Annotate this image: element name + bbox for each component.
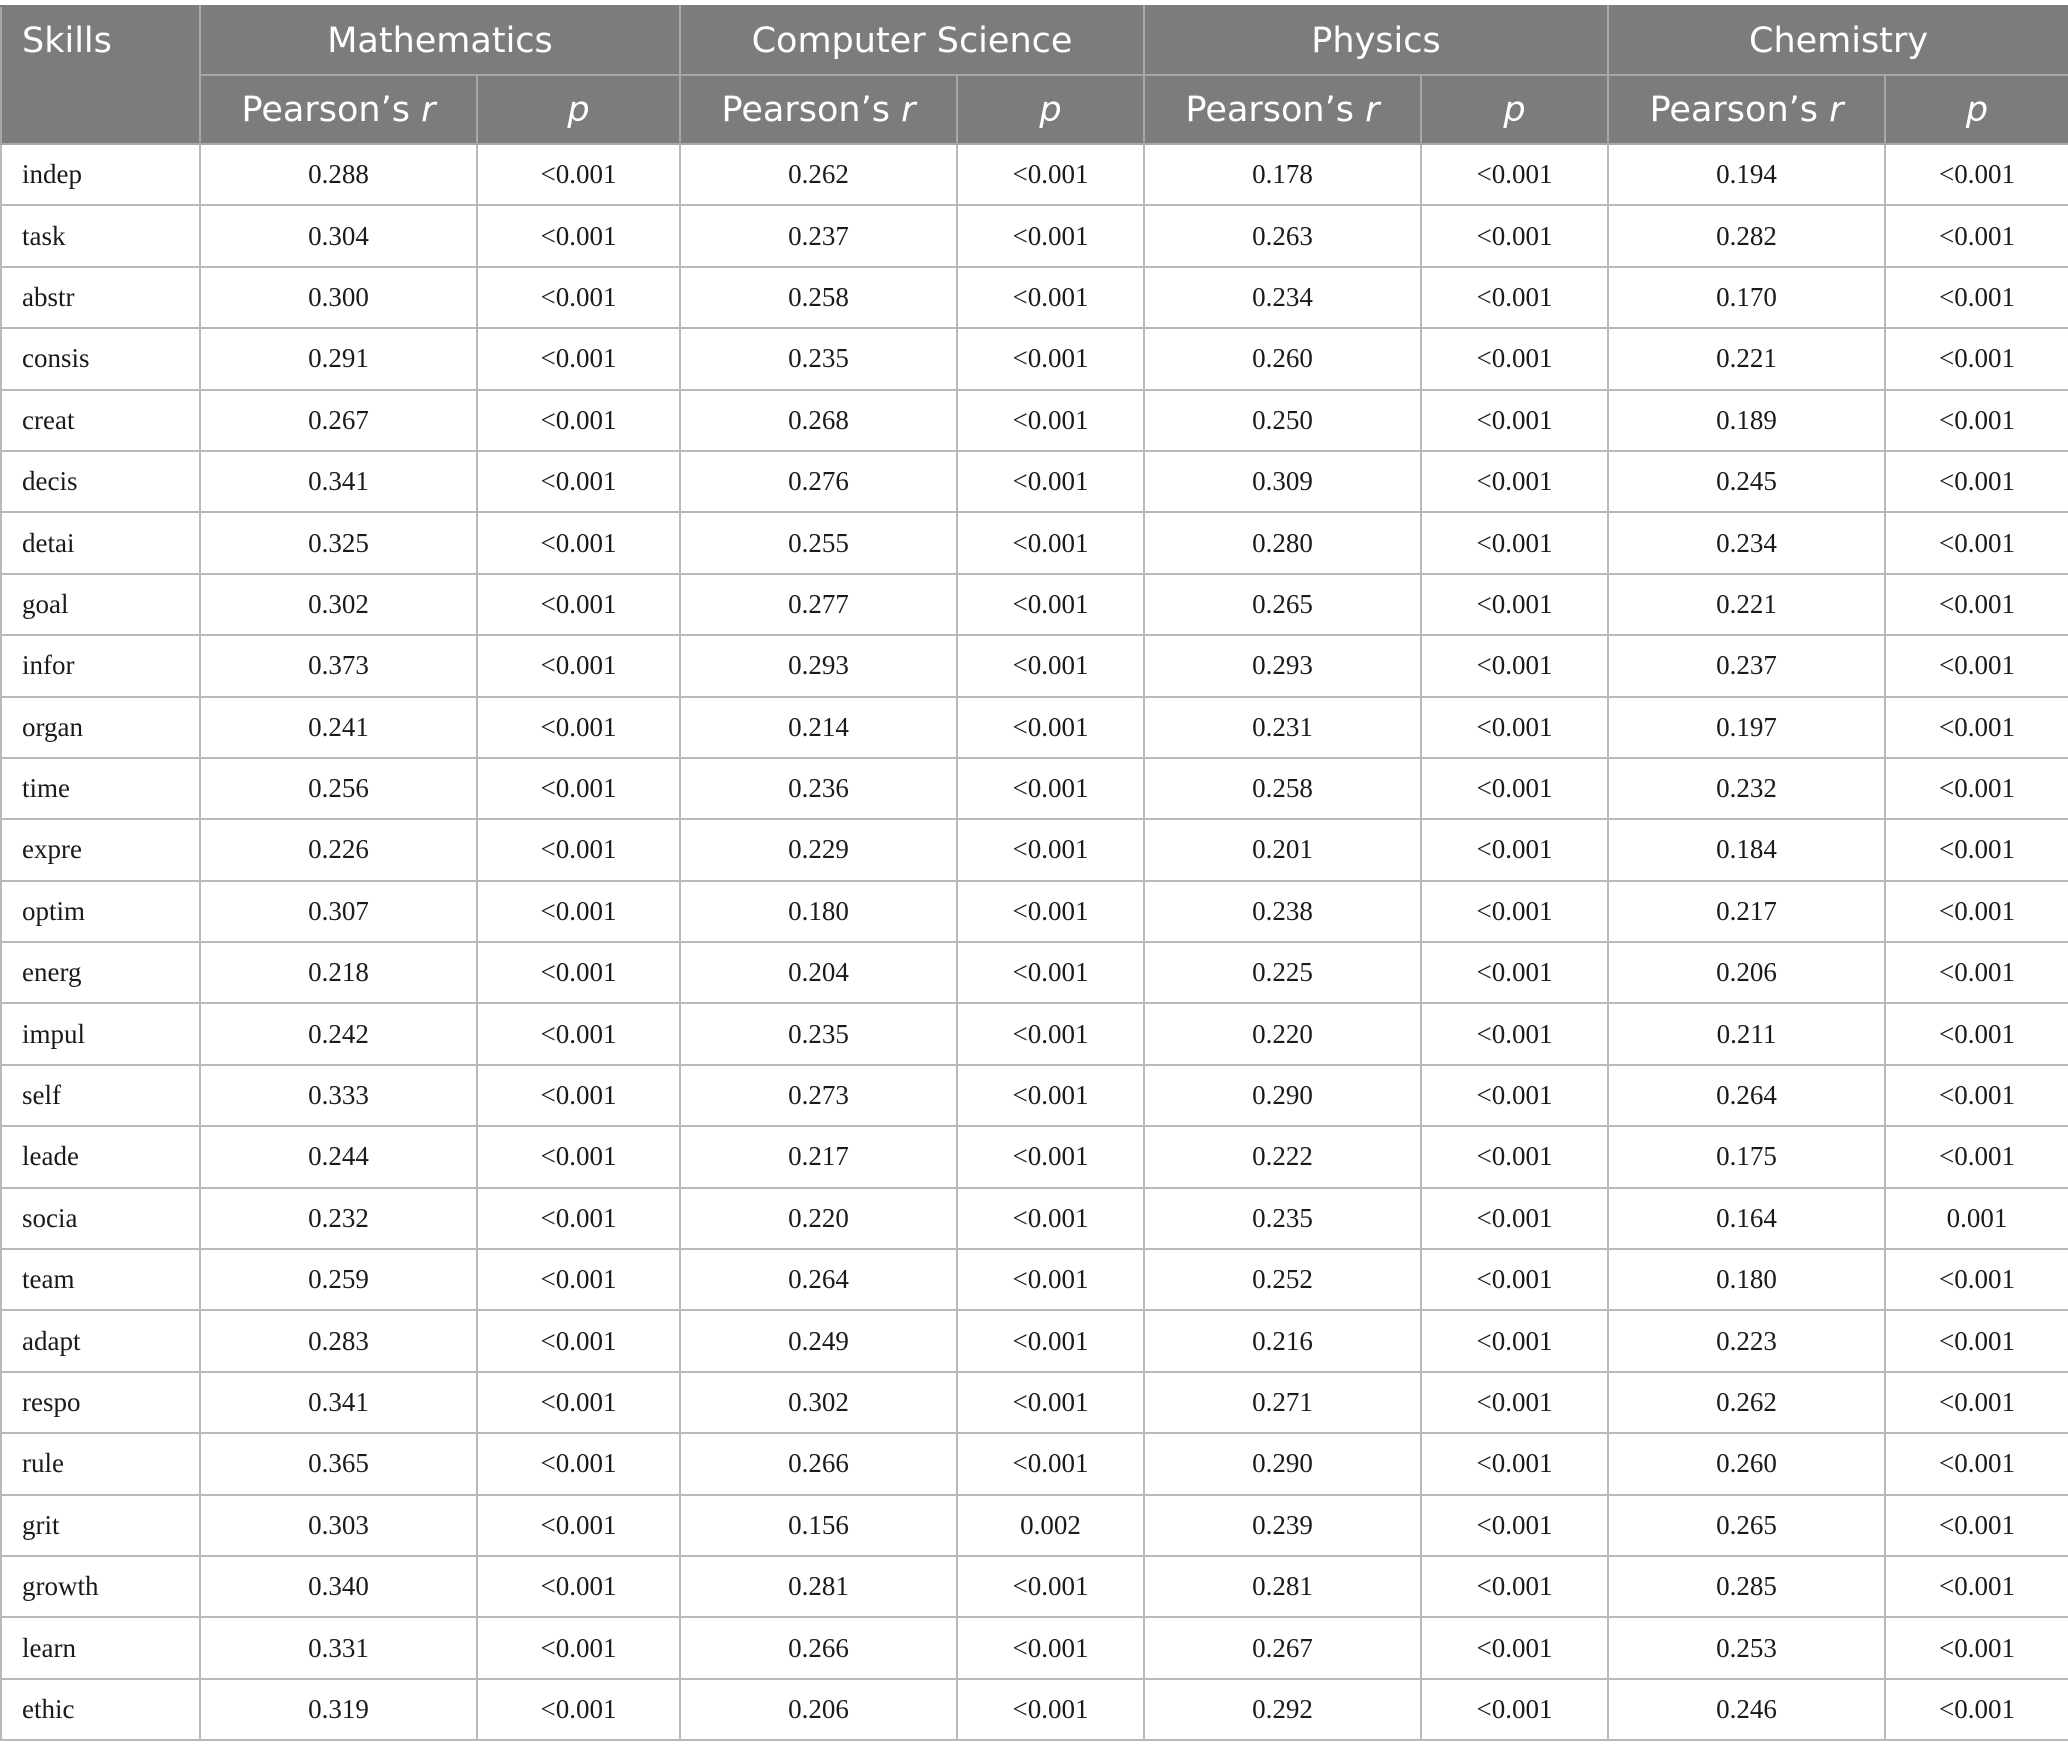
skill-cell: time: [1, 758, 200, 819]
phys-r-cell: 0.265: [1144, 574, 1421, 635]
chem-p-cell: <0.001: [1885, 451, 2068, 512]
chem-p-cell: <0.001: [1885, 512, 2068, 573]
table-row: [1, 1617, 2068, 1678]
cs-r-cell: 0.206: [680, 1679, 957, 1740]
phys-r-cell: 0.239: [1144, 1495, 1421, 1556]
phys-p-cell: <0.001: [1421, 758, 1608, 819]
chem-r-cell: 0.180: [1608, 1249, 1885, 1310]
chem-p-cell: <0.001: [1885, 697, 2068, 758]
pearson-r-prefix: Pearson’s: [721, 89, 902, 130]
p-value-header: [957, 75, 1144, 144]
math-p-cell: <0.001: [477, 1433, 680, 1494]
table-row: [1, 881, 2068, 942]
math-r-cell: 0.244: [200, 1126, 477, 1187]
chem-r-cell: 0.260: [1608, 1433, 1885, 1494]
cs-p-cell: <0.001: [957, 390, 1144, 451]
cs-p-cell: <0.001: [957, 1372, 1144, 1433]
math-r-cell: 0.218: [200, 942, 477, 1003]
math-r-cell: 0.373: [200, 635, 477, 696]
math-r-cell: 0.300: [200, 267, 477, 328]
math-p-cell: <0.001: [477, 1188, 680, 1249]
phys-r-cell: 0.281: [1144, 1556, 1421, 1617]
cs-p-cell: <0.001: [957, 1065, 1144, 1126]
chem-p-cell: <0.001: [1885, 1065, 2068, 1126]
chem-p-cell: 0.001: [1885, 1188, 2068, 1249]
math-p-cell: <0.001: [477, 1617, 680, 1678]
cs-r-cell: 0.235: [680, 1003, 957, 1064]
math-p-cell: <0.001: [477, 1495, 680, 1556]
table-row: [1, 1372, 2068, 1433]
phys-p-cell: <0.001: [1421, 512, 1608, 573]
phys-r-cell: 0.238: [1144, 881, 1421, 942]
cs-p-cell: <0.001: [957, 144, 1144, 205]
table-row: [1, 451, 2068, 512]
table-row: [1, 1495, 2068, 1556]
table-row: [1, 574, 2068, 635]
chem-r-cell: 0.232: [1608, 758, 1885, 819]
p-symbol: p: [567, 89, 590, 130]
math-p-cell: <0.001: [477, 1310, 680, 1371]
p-symbol: p: [1503, 89, 1526, 130]
skill-cell: respo: [1, 1372, 200, 1433]
skill-cell: team: [1, 1249, 200, 1310]
cs-p-cell: <0.001: [957, 328, 1144, 389]
chem-r-cell: 0.265: [1608, 1495, 1885, 1556]
table-row: [1, 390, 2068, 451]
skill-cell: abstr: [1, 267, 200, 328]
math-r-cell: 0.283: [200, 1310, 477, 1371]
math-r-cell: 0.331: [200, 1617, 477, 1678]
table-row: [1, 144, 2068, 205]
math-p-cell: <0.001: [477, 1556, 680, 1617]
cs-r-cell: 0.249: [680, 1310, 957, 1371]
skill-cell: grit: [1, 1495, 200, 1556]
cs-p-cell: <0.001: [957, 574, 1144, 635]
math-p-cell: <0.001: [477, 1003, 680, 1064]
chem-r-cell: 0.245: [1608, 451, 1885, 512]
chem-p-cell: <0.001: [1885, 1679, 2068, 1740]
chem-p-cell: <0.001: [1885, 1126, 2068, 1187]
chem-p-cell: <0.001: [1885, 144, 2068, 205]
phys-p-cell: <0.001: [1421, 1679, 1608, 1740]
skill-cell: detai: [1, 512, 200, 573]
phys-p-cell: <0.001: [1421, 1249, 1608, 1310]
cs-p-cell: <0.001: [957, 205, 1144, 266]
table-row: [1, 1679, 2068, 1740]
phys-p-cell: <0.001: [1421, 1433, 1608, 1494]
math-r-cell: 0.259: [200, 1249, 477, 1310]
phys-p-cell: <0.001: [1421, 267, 1608, 328]
phys-p-cell: <0.001: [1421, 1310, 1608, 1371]
chem-r-cell: 0.164: [1608, 1188, 1885, 1249]
skill-cell: creat: [1, 390, 200, 451]
cs-r-cell: 0.293: [680, 635, 957, 696]
p-symbol: p: [1039, 89, 1062, 130]
table-row: [1, 942, 2068, 1003]
correlation-table: [0, 5, 2068, 1741]
math-r-cell: 0.319: [200, 1679, 477, 1740]
math-r-cell: 0.341: [200, 1372, 477, 1433]
table-row: [1, 205, 2068, 266]
table-row: [1, 635, 2068, 696]
phys-r-cell: 0.263: [1144, 205, 1421, 266]
phys-r-cell: 0.280: [1144, 512, 1421, 573]
cs-p-cell: <0.001: [957, 1617, 1144, 1678]
chem-p-cell: <0.001: [1885, 205, 2068, 266]
phys-p-cell: <0.001: [1421, 1126, 1608, 1187]
phys-p-cell: <0.001: [1421, 390, 1608, 451]
chem-r-cell: 0.223: [1608, 1310, 1885, 1371]
table-row: [1, 758, 2068, 819]
math-p-cell: <0.001: [477, 267, 680, 328]
phys-r-cell: 0.222: [1144, 1126, 1421, 1187]
phys-r-cell: 0.292: [1144, 1679, 1421, 1740]
chem-p-cell: <0.001: [1885, 942, 2068, 1003]
phys-p-cell: <0.001: [1421, 1556, 1608, 1617]
cs-p-cell: <0.001: [957, 1188, 1144, 1249]
cs-p-cell: <0.001: [957, 267, 1144, 328]
cs-p-cell: <0.001: [957, 758, 1144, 819]
skill-cell: infor: [1, 635, 200, 696]
cs-r-cell: 0.236: [680, 758, 957, 819]
math-p-cell: <0.001: [477, 1065, 680, 1126]
table-row: [1, 819, 2068, 880]
math-p-cell: <0.001: [477, 697, 680, 758]
chem-p-cell: <0.001: [1885, 1617, 2068, 1678]
cs-r-cell: 0.255: [680, 512, 957, 573]
math-r-cell: 0.232: [200, 1188, 477, 1249]
cs-r-cell: 0.220: [680, 1188, 957, 1249]
subject-header-row: [1, 6, 2068, 75]
cs-p-cell: <0.001: [957, 819, 1144, 880]
cs-r-cell: 0.268: [680, 390, 957, 451]
chem-r-cell: 0.197: [1608, 697, 1885, 758]
skill-cell: expre: [1, 819, 200, 880]
phys-p-cell: <0.001: [1421, 1003, 1608, 1064]
math-r-cell: 0.267: [200, 390, 477, 451]
skill-cell: energ: [1, 942, 200, 1003]
cs-r-cell: 0.237: [680, 205, 957, 266]
pearson-r-header: [680, 75, 957, 144]
skill-cell: consis: [1, 328, 200, 389]
math-r-cell: 0.340: [200, 1556, 477, 1617]
phys-r-cell: 0.201: [1144, 819, 1421, 880]
phys-p-cell: <0.001: [1421, 205, 1608, 266]
cs-r-cell: 0.214: [680, 697, 957, 758]
cs-p-cell: <0.001: [957, 881, 1144, 942]
phys-p-cell: <0.001: [1421, 1495, 1608, 1556]
chem-r-cell: 0.170: [1608, 267, 1885, 328]
math-r-cell: 0.291: [200, 328, 477, 389]
math-p-cell: <0.001: [477, 512, 680, 573]
chem-r-cell: 0.262: [1608, 1372, 1885, 1433]
cs-r-cell: 0.302: [680, 1372, 957, 1433]
math-r-cell: 0.226: [200, 819, 477, 880]
subject-header-chemistry: Chemistry: [1608, 6, 2068, 75]
math-r-cell: 0.242: [200, 1003, 477, 1064]
phys-r-cell: 0.293: [1144, 635, 1421, 696]
chem-r-cell: 0.253: [1608, 1617, 1885, 1678]
table-row: [1, 1126, 2068, 1187]
phys-r-cell: 0.271: [1144, 1372, 1421, 1433]
chem-p-cell: <0.001: [1885, 635, 2068, 696]
skill-cell: organ: [1, 697, 200, 758]
phys-p-cell: <0.001: [1421, 1065, 1608, 1126]
math-p-cell: <0.001: [477, 144, 680, 205]
math-r-cell: 0.307: [200, 881, 477, 942]
chem-p-cell: <0.001: [1885, 1003, 2068, 1064]
phys-r-cell: 0.231: [1144, 697, 1421, 758]
cs-r-cell: 0.276: [680, 451, 957, 512]
pearson-r-prefix: Pearson’s: [241, 89, 422, 130]
subject-header-physics: Physics: [1144, 6, 1608, 75]
cs-r-cell: 0.277: [680, 574, 957, 635]
math-r-cell: 0.333: [200, 1065, 477, 1126]
chem-r-cell: 0.264: [1608, 1065, 1885, 1126]
phys-r-cell: 0.234: [1144, 267, 1421, 328]
math-r-cell: 0.341: [200, 451, 477, 512]
cs-p-cell: <0.001: [957, 1249, 1144, 1310]
cs-p-cell: <0.001: [957, 1003, 1144, 1064]
p-value-header: [477, 75, 680, 144]
table-header: [1, 6, 2068, 144]
chem-p-cell: <0.001: [1885, 1495, 2068, 1556]
skill-cell: impul: [1, 1003, 200, 1064]
phys-p-cell: <0.001: [1421, 881, 1608, 942]
p-value-header: [1885, 75, 2068, 144]
math-p-cell: <0.001: [477, 390, 680, 451]
pearson-r-header: [1608, 75, 1885, 144]
phys-r-cell: 0.220: [1144, 1003, 1421, 1064]
phys-r-cell: 0.250: [1144, 390, 1421, 451]
cs-r-cell: 0.273: [680, 1065, 957, 1126]
phys-r-cell: 0.252: [1144, 1249, 1421, 1310]
chem-r-cell: 0.285: [1608, 1556, 1885, 1617]
phys-r-cell: 0.290: [1144, 1065, 1421, 1126]
table-row: [1, 328, 2068, 389]
phys-r-cell: 0.258: [1144, 758, 1421, 819]
skill-cell: leade: [1, 1126, 200, 1187]
r-symbol: r: [1365, 89, 1380, 130]
table-row: [1, 1003, 2068, 1064]
chem-p-cell: <0.001: [1885, 1249, 2068, 1310]
r-symbol: r: [421, 89, 436, 130]
math-p-cell: <0.001: [477, 1372, 680, 1433]
table-body: [1, 144, 2068, 1740]
phys-p-cell: <0.001: [1421, 328, 1608, 389]
skill-cell: goal: [1, 574, 200, 635]
phys-p-cell: <0.001: [1421, 819, 1608, 880]
phys-r-cell: 0.309: [1144, 451, 1421, 512]
cs-p-cell: <0.001: [957, 697, 1144, 758]
phys-p-cell: <0.001: [1421, 1617, 1608, 1678]
pearson-r-header: [200, 75, 477, 144]
math-r-cell: 0.325: [200, 512, 477, 573]
chem-r-cell: 0.221: [1608, 328, 1885, 389]
math-p-cell: <0.001: [477, 451, 680, 512]
pearson-r-prefix: Pearson’s: [1649, 89, 1830, 130]
phys-r-cell: 0.260: [1144, 328, 1421, 389]
phys-r-cell: 0.235: [1144, 1188, 1421, 1249]
chem-p-cell: <0.001: [1885, 1433, 2068, 1494]
skill-cell: task: [1, 205, 200, 266]
phys-p-cell: <0.001: [1421, 144, 1608, 205]
phys-p-cell: <0.001: [1421, 942, 1608, 1003]
phys-p-cell: <0.001: [1421, 1188, 1608, 1249]
math-p-cell: <0.001: [477, 635, 680, 696]
skill-cell: rule: [1, 1433, 200, 1494]
pearson-r-prefix: Pearson’s: [1185, 89, 1366, 130]
phys-r-cell: 0.178: [1144, 144, 1421, 205]
cs-p-cell: <0.001: [957, 942, 1144, 1003]
chem-p-cell: <0.001: [1885, 328, 2068, 389]
math-r-cell: 0.302: [200, 574, 477, 635]
math-r-cell: 0.303: [200, 1495, 477, 1556]
chem-p-cell: <0.001: [1885, 819, 2068, 880]
skill-cell: decis: [1, 451, 200, 512]
phys-r-cell: 0.216: [1144, 1310, 1421, 1371]
skill-cell: indep: [1, 144, 200, 205]
table-row: [1, 1310, 2068, 1371]
chem-r-cell: 0.189: [1608, 390, 1885, 451]
chem-p-cell: <0.001: [1885, 1310, 2068, 1371]
chem-r-cell: 0.175: [1608, 1126, 1885, 1187]
phys-p-cell: <0.001: [1421, 451, 1608, 512]
phys-r-cell: 0.267: [1144, 1617, 1421, 1678]
table-row: [1, 1249, 2068, 1310]
cs-p-cell: <0.001: [957, 1126, 1144, 1187]
pearson-r-header: [1144, 75, 1421, 144]
skill-cell: ethic: [1, 1679, 200, 1740]
cs-p-cell: <0.001: [957, 512, 1144, 573]
chem-r-cell: 0.282: [1608, 205, 1885, 266]
chem-p-cell: <0.001: [1885, 881, 2068, 942]
phys-p-cell: <0.001: [1421, 1372, 1608, 1433]
skill-cell: socia: [1, 1188, 200, 1249]
skills-column-header: Skills: [1, 6, 200, 144]
cs-r-cell: 0.229: [680, 819, 957, 880]
chem-r-cell: 0.246: [1608, 1679, 1885, 1740]
math-p-cell: <0.001: [477, 942, 680, 1003]
cs-r-cell: 0.235: [680, 328, 957, 389]
cs-r-cell: 0.266: [680, 1433, 957, 1494]
table-row: [1, 697, 2068, 758]
cs-p-cell: <0.001: [957, 635, 1144, 696]
chem-p-cell: <0.001: [1885, 1556, 2068, 1617]
cs-p-cell: <0.001: [957, 1433, 1144, 1494]
chem-p-cell: <0.001: [1885, 758, 2068, 819]
p-value-header: [1421, 75, 1608, 144]
cs-r-cell: 0.264: [680, 1249, 957, 1310]
math-p-cell: <0.001: [477, 328, 680, 389]
phys-p-cell: <0.001: [1421, 697, 1608, 758]
chem-r-cell: 0.237: [1608, 635, 1885, 696]
math-p-cell: <0.001: [477, 1249, 680, 1310]
chem-r-cell: 0.234: [1608, 512, 1885, 573]
chem-r-cell: 0.184: [1608, 819, 1885, 880]
r-symbol: r: [901, 89, 916, 130]
table-row: [1, 1188, 2068, 1249]
cs-r-cell: 0.204: [680, 942, 957, 1003]
cs-p-cell: <0.001: [957, 1310, 1144, 1371]
cs-r-cell: 0.281: [680, 1556, 957, 1617]
table-row: [1, 1433, 2068, 1494]
subject-header-computer-science: Computer Science: [680, 6, 1144, 75]
chem-p-cell: <0.001: [1885, 574, 2068, 635]
math-p-cell: <0.001: [477, 1126, 680, 1187]
p-symbol: p: [1965, 89, 1989, 130]
table-row: [1, 1065, 2068, 1126]
phys-r-cell: 0.290: [1144, 1433, 1421, 1494]
chem-r-cell: 0.206: [1608, 942, 1885, 1003]
chem-r-cell: 0.211: [1608, 1003, 1885, 1064]
math-p-cell: <0.001: [477, 1679, 680, 1740]
math-p-cell: <0.001: [477, 881, 680, 942]
subject-header-mathematics: Mathematics: [200, 6, 680, 75]
math-p-cell: <0.001: [477, 819, 680, 880]
math-r-cell: 0.241: [200, 697, 477, 758]
chem-r-cell: 0.221: [1608, 574, 1885, 635]
table-row: [1, 512, 2068, 573]
chem-r-cell: 0.194: [1608, 144, 1885, 205]
chem-p-cell: <0.001: [1885, 267, 2068, 328]
chem-p-cell: <0.001: [1885, 390, 2068, 451]
r-symbol: r: [1829, 89, 1844, 130]
math-p-cell: <0.001: [477, 205, 680, 266]
skill-cell: adapt: [1, 1310, 200, 1371]
cs-r-cell: 0.262: [680, 144, 957, 205]
math-r-cell: 0.304: [200, 205, 477, 266]
phys-p-cell: <0.001: [1421, 635, 1608, 696]
cs-r-cell: 0.217: [680, 1126, 957, 1187]
math-r-cell: 0.365: [200, 1433, 477, 1494]
math-r-cell: 0.288: [200, 144, 477, 205]
statistic-header-row: [1, 75, 2068, 144]
table-row: [1, 267, 2068, 328]
skill-cell: growth: [1, 1556, 200, 1617]
math-p-cell: <0.001: [477, 574, 680, 635]
math-r-cell: 0.256: [200, 758, 477, 819]
cs-p-cell: <0.001: [957, 1556, 1144, 1617]
chem-p-cell: <0.001: [1885, 1372, 2068, 1433]
cs-r-cell: 0.266: [680, 1617, 957, 1678]
phys-p-cell: <0.001: [1421, 574, 1608, 635]
skill-cell: learn: [1, 1617, 200, 1678]
phys-r-cell: 0.225: [1144, 942, 1421, 1003]
chem-r-cell: 0.217: [1608, 881, 1885, 942]
table-row: [1, 1556, 2068, 1617]
skill-cell: self: [1, 1065, 200, 1126]
skill-cell: optim: [1, 881, 200, 942]
cs-r-cell: 0.180: [680, 881, 957, 942]
cs-p-cell: <0.001: [957, 451, 1144, 512]
cs-p-cell: <0.001: [957, 1679, 1144, 1740]
cs-p-cell: 0.002: [957, 1495, 1144, 1556]
cs-r-cell: 0.156: [680, 1495, 957, 1556]
cs-r-cell: 0.258: [680, 267, 957, 328]
math-p-cell: <0.001: [477, 758, 680, 819]
